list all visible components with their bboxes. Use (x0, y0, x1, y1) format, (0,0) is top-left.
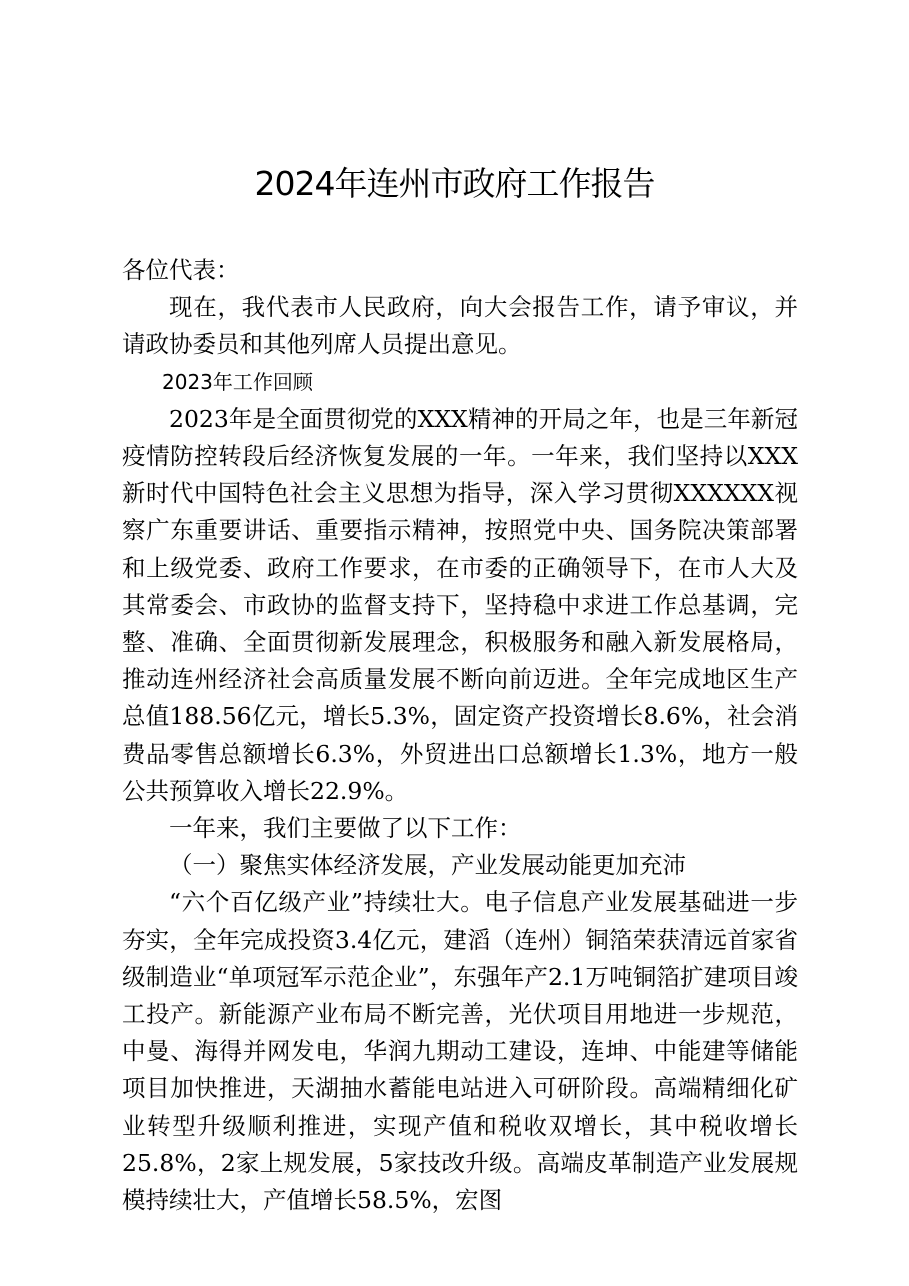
work-intro-paragraph: 一年来，我们主要做了以下工作： (169, 814, 522, 843)
document-title: 2024年连州市政府工作报告 (254, 164, 655, 203)
review-paragraph: 2023年是全面贯彻党的XXX精神的开局之年，也是三年新冠疫情防控转段后经济恢复发展的一年。一年来，我们坚持以XXX新时代中国特色社会主义思想为指导，深入学习贯彻XXXXXX视察广东重要讲话、重要指示精神，按照党中央、国务院决策部署和上级党委、政府工作要求，在市委的正确领导下，在市人大及其常委会、市政协的监督支持下，坚持稳中求进工作总基调，完整、准确、全面贯彻新发展理念，积极服务和融入新发展格局，推动连州经济社会高质量发展不断向前迈进。全年完成地区生产总值188.56亿元，增长5.3%，固定资产投资增长8.6%，社会消费品零售总额增长6.3%，外贸进出口总额增长1.3%，地方一般公共预算收入增长22.9%。 (122, 404, 798, 805)
salutation: 各位代表： (122, 256, 240, 284)
document-body (122, 252, 798, 1219)
industry-paragraph: “六个百亿级产业”持续壮大。电子信息产业发展基础进一步夯实，全年完成投资3.4亿元，建滔（连州）铜箔荣获清远首家省级制造业“单项冠军示范企业”，东强年产2.1万吨铜箔扩建项目竣工投产。新能源产业布局不断完善，光伏项目用地进一步规范，中曼、海得并网发电，华润九期动工建设，连坤、中能建等储能项目加快推进，天湖抽水蓄能电站进入可研阶段。高端精细化矿业转型升级顺利推进，实现产值和税收双增长，其中税收增长25.8%，2家上规发展，5家技改升级。高端皮革制造产业发展规模持续壮大，产值增长58.5%，宏图 (122, 888, 798, 1215)
section-heading: 2023年工作回顾 (162, 369, 313, 394)
intro-paragraph: 现在，我代表市人民政府，向大会报告工作，请予审议，并请政协委员和其他列席人员提出意见。 (122, 293, 798, 359)
subheading-1: （一）聚焦实体经济发展，产业发展动能更加充沛 (169, 851, 686, 880)
